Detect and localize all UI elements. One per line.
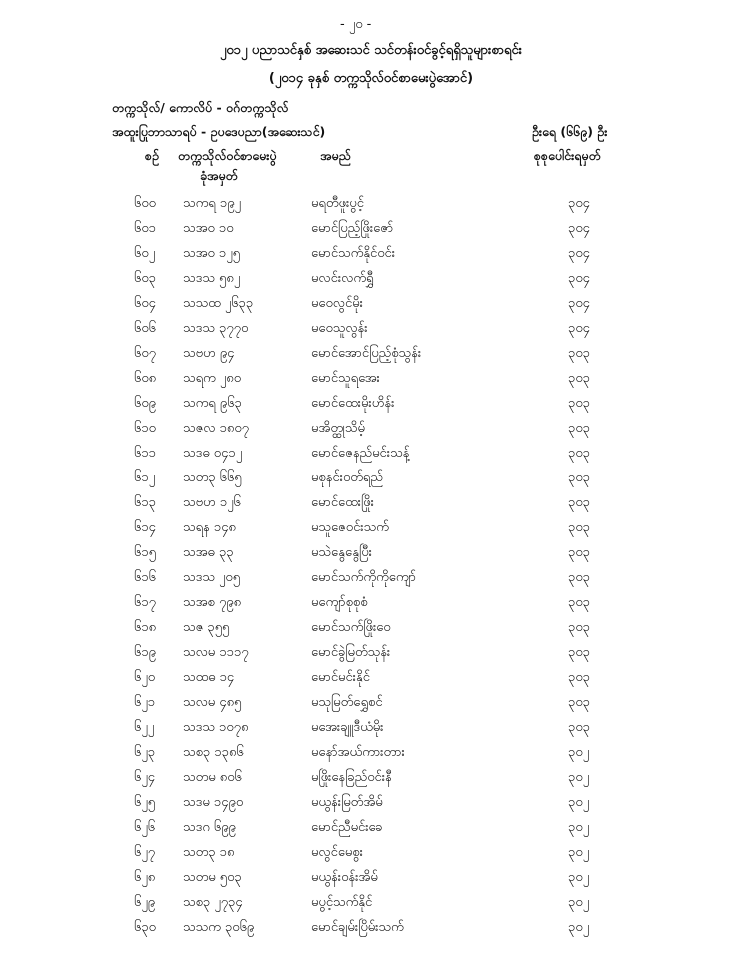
roll-number: သဒသ ၃၇၇၀ [183, 320, 249, 336]
row-number: ၆၁၆ [134, 570, 156, 586]
row-number: ၆၂၉ [134, 894, 156, 910]
total-mark: ၃၀၂ [568, 769, 590, 785]
total-mark: ၃၀၃ [568, 695, 590, 710]
row-number: ၆၀၆ [134, 320, 156, 336]
table-row [0, 669, 742, 693]
table-row [0, 619, 742, 643]
student-name: မောင်အောင်ပြည့်စုံသွန်း [311, 345, 422, 361]
roll-number: သအစ ၇၉၈ [183, 595, 241, 611]
row-number: ၆၀၂ [134, 245, 156, 261]
roll-number: သထဓ ၁၄ [183, 670, 235, 686]
table-row [0, 819, 742, 843]
row-number: ၆၀၁ [134, 220, 156, 236]
total-mark: ၃၀၄ [568, 295, 590, 311]
table-row [0, 370, 742, 394]
total-mark: ၃၀၂ [568, 844, 590, 860]
total-mark: ၃၀၃ [568, 670, 590, 686]
total-mark: ၃၀၃ [568, 719, 590, 735]
row-number: ၆၂၃ [134, 744, 156, 760]
roll-number: သရက ၂၈၀ [183, 370, 242, 386]
table-row [0, 844, 742, 868]
student-name: မောင်ညီမင်းခေ [311, 819, 383, 835]
student-name: မသူဇေဝင်းသက် [311, 520, 389, 536]
total-mark: ၃၀၂ [568, 869, 590, 885]
roll-number: သကရ ၉၆၃ [183, 395, 242, 411]
row-number: ၆၂၇ [134, 844, 156, 860]
student-name: မရတီဖူးပွင့် [311, 196, 364, 211]
row-number: ၆၃၀ [134, 919, 156, 935]
roll-number: သအဝ ၁၀ [183, 220, 234, 236]
row-number: ၆၁၉ [134, 645, 156, 661]
student-name: မဝေသူလွန်း [311, 320, 368, 336]
total-mark: ၃၀၃ [568, 370, 590, 386]
total-mark: ၃၀၃ [568, 420, 590, 436]
roll-number: သဒမ ၁၄၉၀ [183, 794, 244, 810]
student-name: မယွန်းဝန်းအိမ် [311, 869, 378, 885]
table-row [0, 519, 742, 543]
total-mark: ၃၀၃ [568, 520, 590, 536]
column-header-roll: တက္ကသိုလ်ဝင်စာမေးပွဲ [178, 148, 277, 163]
student-name: မောင်ထေးဖြိုး [311, 495, 374, 511]
total-mark: ၃၀၃ [568, 395, 590, 411]
row-number: ၆၀၇ [134, 345, 156, 361]
roll-number: သဇ ၃၅၅ [183, 620, 230, 636]
total-mark: ၃၀၂ [568, 819, 590, 835]
table-row [0, 569, 742, 593]
student-name: မကျော်စုစုစံ [311, 595, 368, 611]
roll-number: သဗဟ ၉၄ [183, 345, 235, 361]
row-number: ၆၀၀ [134, 196, 156, 211]
roll-number: သတမ ၅၀၃ [183, 869, 242, 885]
row-number: ၆၂၀ [134, 670, 156, 686]
column-header-roll-line2: ခုံအမှတ် [200, 168, 238, 183]
table-row [0, 445, 742, 469]
row-number: ၆၁၈ [134, 620, 157, 636]
roll-number: သဒဓ ၀၄၁၂ [183, 445, 243, 461]
table-row [0, 270, 742, 294]
total-mark: ၃၀၃ [568, 345, 590, 361]
table-row [0, 794, 742, 818]
document-subtitle: (၂၀၁၄ ခုနှစ် တက္ကသိုလ်ဝင်စာမေးပွဲအောင်) [268, 71, 474, 86]
row-number: ၆၂၂ [134, 719, 155, 735]
roll-number: သဒသ ၂၀၅ [183, 570, 241, 586]
roll-number: သသထ ၂၆၃၃ [183, 295, 254, 311]
student-name: မဖြိုးနေခြည်ဝင်းနီ [311, 769, 392, 785]
row-number: ၆၁၁ [134, 445, 156, 461]
column-header-no: စဉ် [145, 148, 159, 163]
roll-number: သရန ၁၄၈ [183, 520, 236, 536]
row-number: ၆၁၇ [134, 595, 156, 611]
student-name: မသဲနွေနွေပြီး [311, 545, 372, 561]
table-row [0, 869, 742, 893]
roll-number: သလမ ၄၈၅ [183, 695, 242, 710]
row-number: ၆၂၈ [134, 869, 156, 885]
total-mark: ၃၀၄ [568, 245, 590, 261]
student-name: မောင်ပြည့်ဖြိုးဇော် [311, 220, 394, 236]
student-name: မောင်သူရအေး [311, 370, 380, 386]
roll-number: သသက ၃၀၆၉ [183, 919, 255, 935]
roll-number: သဇလ ၁၈၀၇ [183, 420, 249, 436]
student-name: မောင်ဇေနည်မင်းသန့် [311, 445, 410, 461]
student-name: မောင်ခွဲမြတ်သုန်း [311, 645, 391, 661]
roll-number: သဗဟ ၁၂၆ [183, 495, 241, 511]
roll-number: သစ၃ ၁၃၈၆ [183, 744, 244, 760]
row-number: ၆၁၃ [134, 495, 156, 511]
table-row [0, 769, 742, 793]
roll-number: သအဓ ၃၃ [183, 545, 234, 561]
student-name: မယွန်းမြတ်အိမ် [311, 794, 383, 810]
table-row [0, 245, 742, 269]
total-mark: ၃၀၃ [568, 645, 590, 661]
student-name: မောင်ထေးမိုးဟိန်း [311, 395, 395, 411]
row-number: ၆၀၉ [134, 395, 156, 411]
total-mark: ၃၀၄ [568, 270, 590, 286]
row-number: ၆၂၆ [134, 819, 156, 835]
roll-number: သစ၃ ၂၇၃၄ [183, 894, 243, 910]
table-row [0, 345, 742, 369]
total-mark: ၃၀၃ [568, 470, 590, 486]
student-name: မအိတ္ထုသိမ့် [311, 420, 365, 436]
row-number: ၆၁၂ [134, 470, 156, 486]
student-name: မလင်းလက်ရွှီ [311, 270, 374, 286]
student-name: မောင်မင်းနိုင် [311, 670, 370, 686]
student-name: မောင်သက်ကိုကိုကျော် [311, 570, 416, 586]
row-number: ၆၂၄ [134, 769, 156, 785]
row-number: ၆၀၃ [134, 270, 156, 286]
student-name: မောင်ချမ်းပြိမ်းသက် [311, 919, 404, 935]
table-row [0, 395, 742, 419]
student-name: မနော်အယ်ကားတား [311, 744, 405, 760]
row-number: ၆၁၅ [134, 545, 156, 561]
roll-number: သကရ ၁၉၂ [183, 196, 241, 211]
subject-line: အထူးပြုဘာသာရပ် - ဥပဒေပညာ(အဆေးသင်) [112, 124, 326, 139]
row-number: ၆၀၈ [134, 370, 157, 386]
total-mark: ၃၀၃ [568, 570, 590, 586]
table-row [0, 220, 742, 244]
total-mark: ၃၀၂ [568, 894, 590, 910]
total-mark: ၃၀၄ [568, 220, 590, 236]
table-row [0, 744, 742, 768]
row-number: ၆၀၄ [134, 295, 156, 311]
total-mark: ၃၀၄ [568, 320, 590, 336]
student-name: မဝေလွင်မိုး [311, 295, 363, 311]
total-count: ဦးရေ (၆၆၉) ဦး [532, 124, 608, 139]
total-mark: ၃၀၄ [568, 196, 590, 211]
roll-number: သတ၃ ၆၆၅ [183, 470, 242, 486]
roll-number: သဒသ ၁၀၇၈ [183, 719, 249, 735]
total-mark: ၃၀၃ [568, 595, 590, 611]
table-row [0, 295, 742, 319]
student-name: မောင်သက်နိုင်ဝင်း [311, 245, 396, 261]
row-number: ၆၂၁ [134, 695, 156, 710]
student-name: မပွင့်သက်နိုင် [311, 894, 373, 910]
total-mark: ၃၀၃ [568, 445, 590, 461]
table-row [0, 544, 742, 568]
roll-number: သအဝ ၁၂၅ [183, 245, 240, 261]
total-mark: ၃၀၃ [568, 495, 590, 511]
table-row [0, 469, 742, 493]
row-number: ၆၁၀ [134, 420, 156, 436]
table-row [0, 719, 742, 743]
roll-number: သဒသ ၅၈၂ [183, 270, 241, 286]
student-name: မသုမြတ်ရွှေစင် [311, 695, 383, 710]
table-row [0, 919, 742, 943]
row-number: ၆၁၄ [134, 520, 156, 536]
roll-number: သတမ ၈၀၆ [183, 769, 242, 785]
total-mark: ၃၀၃ [568, 545, 590, 561]
column-header-mark: စုစုပေါင်းရမှတ် [534, 148, 601, 163]
document-title: ၂၀၁၂ ပညာသင်နှစ် အဆေးသင် သင်တန်းဝင်ခွင့်ရရှိသူများစာရင်း [219, 43, 522, 58]
table-row [0, 894, 742, 918]
column-header-name: အမည် [320, 148, 351, 163]
total-mark: ၃၀၂ [568, 794, 590, 810]
roll-number: သလမ ၁၁၁၇ [183, 645, 249, 661]
roll-number: သဒဂ ၆၉၉ [183, 819, 236, 835]
table-row [0, 694, 742, 718]
total-mark: ၃၀၂ [568, 919, 590, 935]
student-name: မလွင်မေစွး [311, 844, 363, 860]
student-name: မအေးချူဒီယံမိုး [311, 719, 384, 735]
university-line: တက္ကသိုလ်/ ကောလိပ် - ဝဂ်တက္ကသိုလ် [112, 100, 289, 115]
table-row [0, 320, 742, 344]
row-number: ၆၂၅ [134, 794, 156, 810]
total-mark: ၃၀၃ [568, 620, 590, 636]
table-row [0, 420, 742, 444]
page-number: - ၂၀ - [340, 17, 372, 32]
table-row [0, 195, 742, 219]
table-row [0, 594, 742, 618]
roll-number: သတ၃ ၁၈ [183, 844, 235, 860]
student-name: မောင်သက်ဖြိုးဝေ [311, 620, 391, 636]
total-mark: ၃၀၂ [568, 744, 590, 760]
table-row [0, 644, 742, 668]
student-name: မစုနင်းဝတ်ရည် [311, 470, 383, 486]
table-row [0, 494, 742, 518]
